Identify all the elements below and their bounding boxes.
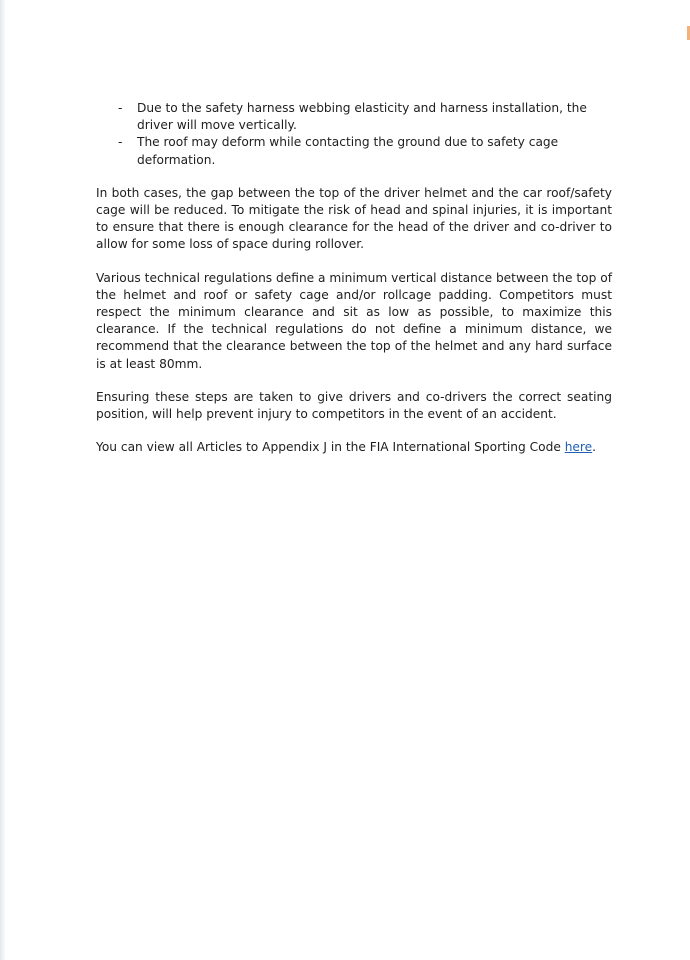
paragraph-appendix-reference: [96, 439, 612, 456]
document-body: [96, 100, 612, 456]
bullet-dash: -: [118, 135, 123, 150]
bullet-text: Due to the safety harness webbing elasticity and harness installation, the driver will move vertically.: [137, 101, 587, 133]
bullet-dash: -: [118, 101, 123, 115]
paragraph-gap-reduction: In both cases, the gap between the top of the driver helmet and the car roof/safety cage will be reduced. To mitigate the risk of head and spinal injuries, it is important to ensure that there is enough clearance for the head of the driver and co-driver to allow for some loss of space during rollover.: [96, 185, 612, 252]
bullet-list: [96, 100, 612, 169]
paragraph-technical-regulations: Various technical regulations define a minimum vertical distance between the top of the helmet and roof or safety cage and/or rollcage padding. Competitors must respect the minimum clearance and sit as low as possible, to maximize this clearance. If the technical regulations do not define a minimum distance, we recommend that the clearance between the top of the helmet and any hard surface is at least 80mm.: [96, 270, 612, 371]
paragraph-seating-position: Ensuring these steps are taken to give drivers and co-drivers the correct seating position, will help prevent injury to competitors in the event of an accident.: [96, 389, 612, 422]
list-item: [118, 134, 612, 168]
here-link[interactable]: here: [564, 440, 593, 455]
list-item: [118, 100, 612, 134]
appendix-reference-text: You can view all Articles to Appendix J in the FIA International Sporting Code: [96, 440, 565, 455]
bullet-text: The roof may deform while contacting the ground due to safety cage deformation.: [137, 135, 559, 167]
appendix-reference-period: .: [592, 440, 597, 455]
page-left-edge: [0, 0, 6, 960]
